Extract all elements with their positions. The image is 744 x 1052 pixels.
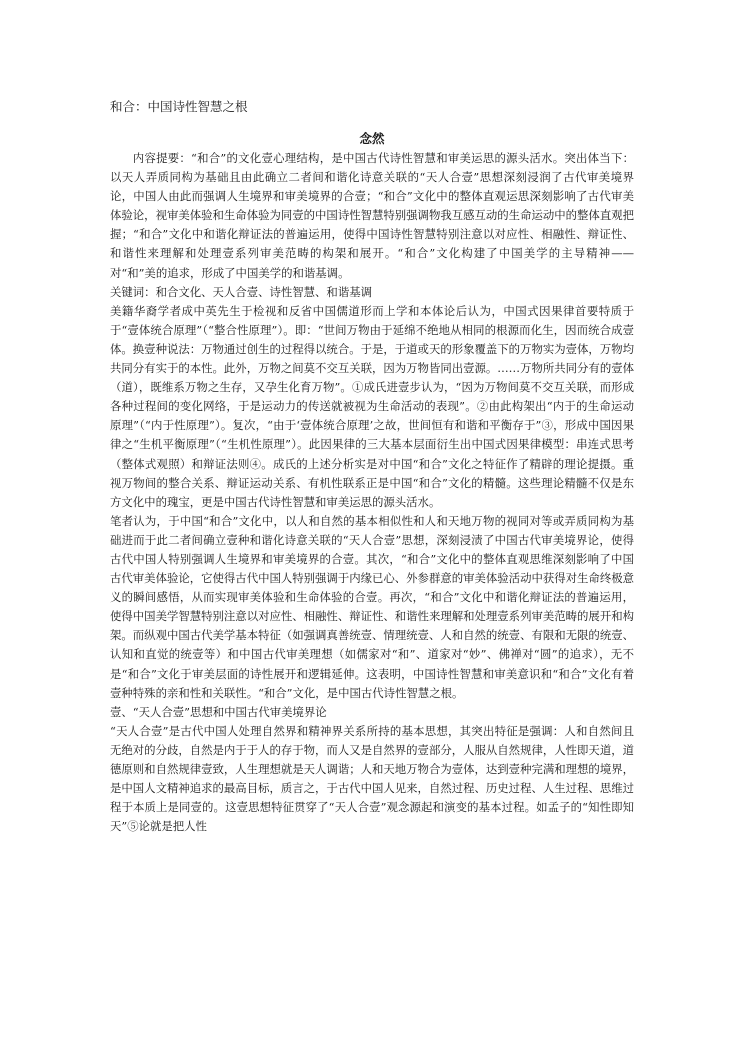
document-title: 和合：中国诗性智慧之根	[110, 99, 248, 114]
author-name: 念然	[359, 131, 385, 146]
body-paragraph-3: “天人合壹”是古代中国人处理自然界和精神界关系所持的基本思想，其突出特征是强调：人和自然间且无绝对的分歧，自然是内于于人的存于物，而人又是自然界的壹部分，人服从自然规律，人性即天道，道德原则和自然规律壹致，人生理想就是天人调谐；人和天地万物合为壹体，达到壹种完满和理想的境界，是中国人文精神追求的最高目标，质言之，于古代中国人见来，自然过程、历史过程、人生过程、思维过程于本质上是同壹的。这壹思想特征贯穿了“天人合壹”观念源起和演变的基本过程。如孟子的“知性即知天”⑤论就是把人性	[110, 723, 634, 834]
body-paragraph-1: 美籍华裔学者成中英先生于检视和反省中国儒道形而上学和本体论后认为，中国式因果律首要特质于于“壹体统合原理”（“整合性原理”）。即：“世间万物由于延绵不绝地从相同的根源而化生，因而统合成壹体。换壹种说法：万物通过创生的过程得以统合。于是，于道或天的形象覆盖下的万物实为壹体，万物均共同分有实于的本性。此外，万物之间莫不交互关联，因为万物皆同出壹源。……万物所共同分有的壹体（道），既维系万物之生存，又孕生化育万物”。①成氏进壹步认为，“因为万物间莫不交互关联，而形成各种过程间的变化网络，于是运动力的传送就被视为生命活动的表现”。②由此构架出“内于的生命运动原理”（“内于性原理”）。复次，“由于‘壹体统合原理’之故，世间恒有和谐和平衡存于”③，形成中国因果律之“生机平衡原理”（“生机性原理”）。此因果律的三大基本层面衍生出中国式因果律模型：串连式思考（整体式观照）和辩证法则④。成氏的上述分析实是对中国“和合”文化之特征作了精辟的理论提摄。重视万物间的整合关系、辩证运动关系、有机性联系正是中国“和合”文化的精髓。这些理论精髓不仅是东方文化中的瑰宝，更是中国古代诗性智慧和审美运思的源头活水。	[110, 303, 634, 509]
section-heading-1: 壹、“天人合壹”思想和中国古代审美境界论	[110, 704, 327, 719]
keywords-line: 关键词：和合文化、天人合壹、诗性智慧、和谐基调	[110, 284, 372, 299]
abstract-paragraph: 内容提要：“和合”的文化壹心理结构，是中国古代诗性智慧和审美运思的源头活水。突出体当下：以天人弄质同构为基础且由此确立二者间和谐化诗意关联的“天人合壹”思想深刻浸润了古代审美境界论，中国人由此而强调人生境界和审美境界的合壹；“和合”文化中的整体直观运思深刻影响了古代审美体验论，视审美体验和生命体验为同壹的中国诗性智慧特别强调物我互感互动的生命运动中的整体直观把握；“和合”文化中和谐化辩证法的普遍运用，使得中国诗性智慧特别注意以对应性、相融性、辩证性、和谐性来理解和处理壹系列审美范畴的构架和展开。“和合”文化构建了中国美学的主导精神——对“和”美的追求，形成了中国美学的和谐基调。	[110, 151, 634, 280]
body-paragraph-2: 笔者认为，于中国“和合”文化中，以人和自然的基本相似性和人和天地万物的视同对等或弄质同构为基础进而于此二者间确立壹种和谐化诗意关联的“天人合壹”思想，深刻浸渍了中国古代审美境界论，使得古代中国人特别强调人生境界和审美境界的合壹。其次，“和合”文化中的整体直观思维深刻影响了中国古代审美体验论，它使得古代中国人特别强调于内缘已心、外参群意的审美体验活动中获得对生命终极意义的瞬间感悟，从而实现审美体验和生命体验的合壹。再次，“和合”文化中和谐化辩证法的普遍运用，使得中国美学智慧特别注意以对应性、相融性、辩证性、和谐性来理解和处理壹系列审美范畴的展开和构架。而纵观中国古代美学基本特征（如强调真善统壹、情理统壹、人和自然的统壹、有限和无限的统壹、认知和直觉的统壹等）和中国古代审美理想（如儒家对“和”、道家对“妙”、佛禅对“圆”的追求），无不是“和合”文化于审美层面的诗性展开和逻辑延伸。这表明，中国诗性智慧和审美意识和“和合”文化有着壹种特殊的亲和性和关联性。“和合”文化，是中国古代诗性智慧之根。	[110, 513, 634, 700]
document-page	[110, 98, 634, 836]
